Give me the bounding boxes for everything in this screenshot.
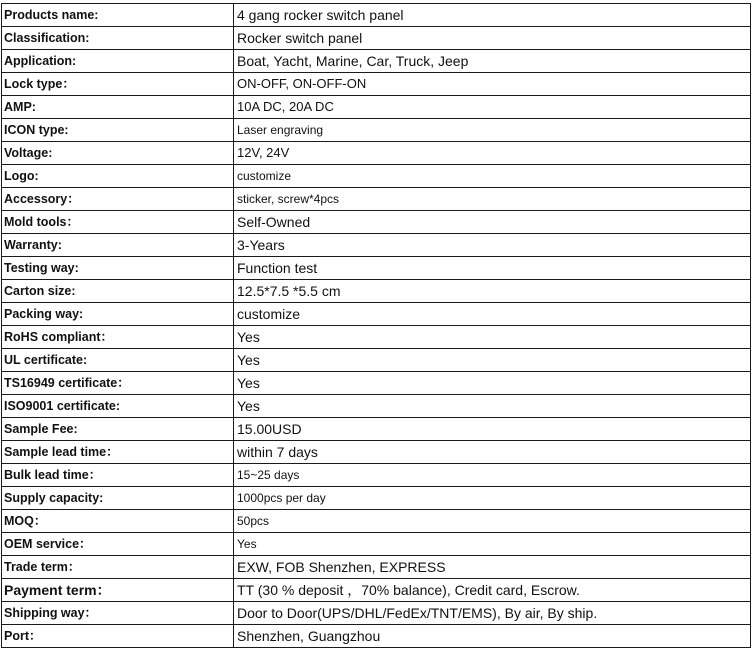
row-label-mold-tools: Mold tools： bbox=[2, 211, 234, 234]
row-value-moq: 50pcs bbox=[234, 510, 751, 533]
table-row bbox=[2, 372, 751, 395]
table-row bbox=[2, 96, 751, 119]
table-row bbox=[2, 73, 751, 96]
row-label-application: Application: bbox=[2, 50, 234, 73]
row-value-payment-term: TT (30 % deposit ，70% balance), Credit card, Escrow. bbox=[234, 579, 751, 602]
table-row bbox=[2, 625, 751, 648]
row-label-voltage: Voltage: bbox=[2, 142, 234, 165]
row-label-bulk-lead-time: Bulk lead time： bbox=[2, 464, 234, 487]
table-row bbox=[2, 441, 751, 464]
table-row bbox=[2, 50, 751, 73]
table-row bbox=[2, 395, 751, 418]
table-row bbox=[2, 188, 751, 211]
row-value-ts16949-certificate: Yes bbox=[234, 372, 751, 395]
row-value-icon-type: Laser engraving bbox=[234, 119, 751, 142]
row-value-testing-way: Function test bbox=[234, 257, 751, 280]
row-value-iso9001-certificate: Yes bbox=[234, 395, 751, 418]
row-label-ul-certificate: UL certificate: bbox=[2, 349, 234, 372]
row-label-icon-type: ICON type: bbox=[2, 119, 234, 142]
row-label-iso9001-certificate: ISO9001 certificate: bbox=[2, 395, 234, 418]
row-value-bulk-lead-time: 15~25 days bbox=[234, 464, 751, 487]
table-row bbox=[2, 211, 751, 234]
row-value-packing-way: customize bbox=[234, 303, 751, 326]
row-value-ul-certificate: Yes bbox=[234, 349, 751, 372]
table-row bbox=[2, 234, 751, 257]
row-label-carton-size: Carton size: bbox=[2, 280, 234, 303]
table-row bbox=[2, 303, 751, 326]
row-value-oem-service: Yes bbox=[234, 533, 751, 556]
table-row bbox=[2, 533, 751, 556]
row-label-warranty: Warranty: bbox=[2, 234, 234, 257]
row-value-sample-lead-time: within 7 days bbox=[234, 441, 751, 464]
table-row bbox=[2, 257, 751, 280]
row-label-accessory: Accessory： bbox=[2, 188, 234, 211]
row-value-accessory: sticker, screw*4pcs bbox=[234, 188, 751, 211]
row-value-warranty: 3-Years bbox=[234, 234, 751, 257]
row-label-shipping-way: Shipping way： bbox=[2, 602, 234, 625]
row-label-moq: MOQ： bbox=[2, 510, 234, 533]
row-value-carton-size: 12.5*7.5 *5.5 cm bbox=[234, 280, 751, 303]
table-row bbox=[2, 418, 751, 441]
table-row bbox=[2, 326, 751, 349]
row-value-sample-fee: 15.00USD bbox=[234, 418, 751, 441]
row-value-rohs-compliant: Yes bbox=[234, 326, 751, 349]
row-label-lock-type: Lock type： bbox=[2, 73, 234, 96]
row-value-amp: 10A DC, 20A DC bbox=[234, 96, 751, 119]
table-row bbox=[2, 349, 751, 372]
row-label-supply-capacity: Supply capacity: bbox=[2, 487, 234, 510]
table-row bbox=[2, 4, 751, 27]
row-value-trade-term: EXW, FOB Shenzhen, EXPRESS bbox=[234, 556, 751, 579]
table-row bbox=[2, 165, 751, 188]
table-row bbox=[2, 280, 751, 303]
table-row bbox=[2, 27, 751, 50]
row-value-logo: customize bbox=[234, 165, 751, 188]
row-label-amp: AMP: bbox=[2, 96, 234, 119]
table-row bbox=[2, 487, 751, 510]
row-value-supply-capacity: 1000pcs per day bbox=[234, 487, 751, 510]
row-value-application: Boat, Yacht, Marine, Car, Truck, Jeep bbox=[234, 50, 751, 73]
table-row bbox=[2, 579, 751, 602]
table-row bbox=[2, 510, 751, 533]
row-value-lock-type: ON-OFF, ON-OFF-ON bbox=[234, 73, 751, 96]
product-spec-table bbox=[1, 3, 751, 648]
row-label-trade-term: Trade term： bbox=[2, 556, 234, 579]
row-label-rohs-compliant: RoHS compliant： bbox=[2, 326, 234, 349]
row-value-shipping-way: Door to Door(UPS/DHL/FedEx/TNT/EMS), By air, By ship. bbox=[234, 602, 751, 625]
row-label-testing-way: Testing way: bbox=[2, 257, 234, 280]
row-value-products-name: 4 gang rocker switch panel bbox=[234, 4, 751, 27]
row-value-port: Shenzhen, Guangzhou bbox=[234, 625, 751, 648]
row-label-packing-way: Packing way: bbox=[2, 303, 234, 326]
table-row bbox=[2, 556, 751, 579]
table-row bbox=[2, 464, 751, 487]
row-value-mold-tools: Self-Owned bbox=[234, 211, 751, 234]
row-label-logo: Logo: bbox=[2, 165, 234, 188]
row-label-payment-term: Payment term： bbox=[2, 579, 234, 602]
row-value-voltage: 12V, 24V bbox=[234, 142, 751, 165]
row-label-oem-service: OEM service： bbox=[2, 533, 234, 556]
row-label-sample-fee: Sample Fee: bbox=[2, 418, 234, 441]
row-label-products-name: Products name: bbox=[2, 4, 234, 27]
row-label-port: Port： bbox=[2, 625, 234, 648]
table-row bbox=[2, 602, 751, 625]
table-row bbox=[2, 119, 751, 142]
table-row bbox=[2, 142, 751, 165]
row-label-sample-lead-time: Sample lead time： bbox=[2, 441, 234, 464]
row-value-classification: Rocker switch panel bbox=[234, 27, 751, 50]
row-label-ts16949-certificate: TS16949 certificate： bbox=[2, 372, 234, 395]
row-label-classification: Classification: bbox=[2, 27, 234, 50]
